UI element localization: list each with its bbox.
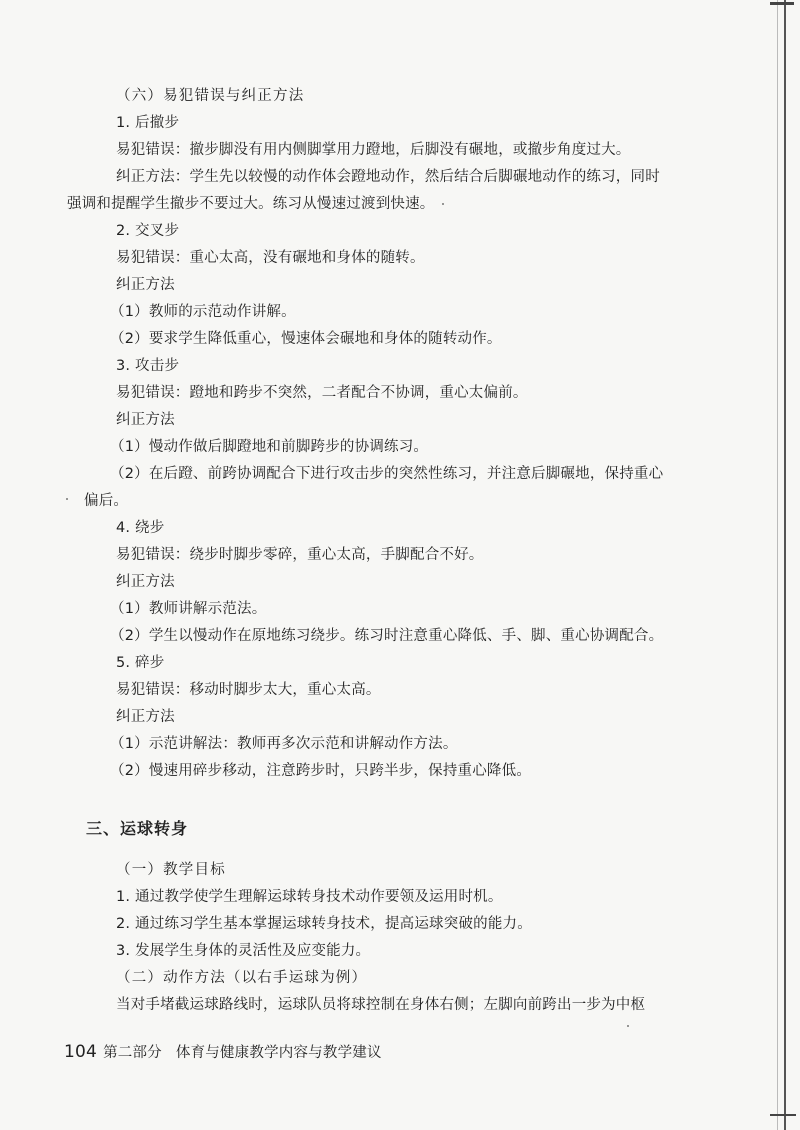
text-line: 2. 交叉步 [116,223,180,239]
text-line: 易犯错误：绕步时脚步零碎，重心太高，手脚配合不好。 [116,547,484,563]
text-line: 1. 通过教学使学生理解运球转身技术动作要领及运用时机。 [116,889,503,905]
text-line: （1）教师讲解示范法。 [110,601,267,617]
text-line: （2）要求学生降低重心，慢速体会碾地和身体的随转动作。 [110,331,502,347]
text-line: 易犯错误：蹬地和跨步不突然，二者配合不协调，重心太偏前。 [116,385,528,401]
text-line: （1）慢动作做后脚蹬地和前脚跨步的协调练习。 [110,439,429,455]
binding-edge-bottom-mark [770,1114,796,1116]
binding-edge-line [784,0,786,1130]
text-line: 4. 绕步 [116,520,165,536]
text-line: 易犯错误：移动时脚步太大，重心太高。 [116,682,381,698]
text-line: 纠正方法 [116,277,175,293]
binding-edge-top-mark [770,2,794,5]
text-line: （2）学生以慢动作在原地练习绕步。练习时注意重心降低、手、脚、重心协调配合。 [110,628,664,644]
subsection-heading: （二）动作方法（以右手运球为例） [116,970,368,986]
section-heading: 三、运球转身 [86,819,189,838]
text-line: （2）在后蹬、前跨协调配合下进行攻击步的突然性练习，并注意后脚碾地，保持重心 [110,466,664,482]
text-line: 强调和提醒学生撤步不要过大。练习从慢速过渡到快速。 [67,196,435,212]
subsection-heading: （六）易犯错误与纠正方法 [116,88,305,104]
text-line: （2）慢速用碎步移动，注意跨步时，只跨半步，保持重心降低。 [110,763,532,779]
footer-title: 体育与健康教学内容与教学建议 [175,1045,382,1061]
text-line: 2. 通过练习学生基本掌握运球转身技术，提高运球突破的能力。 [116,916,532,932]
text-line: 易犯错误：重心太高，没有碾地和身体的随转。 [116,250,425,266]
page-footer [64,1042,382,1063]
text-line: 3. 攻击步 [116,358,180,374]
scan-speck [627,1025,629,1027]
text-line: 易犯错误：撤步脚没有用内侧脚掌用力蹬地，后脚没有碾地，或撤步角度过大。 [116,142,631,158]
scan-speck [442,203,444,205]
text-line: 纠正方法 [116,574,175,590]
text-line: （1）示范讲解法：教师再多次示范和讲解动作方法。 [110,736,458,752]
text-line: 偏后。 [84,493,129,509]
page-number: 104 [64,1042,98,1062]
text-line: （1）教师的示范动作讲解。 [110,304,296,320]
text-line: 3. 发展学生身体的灵活性及应变能力。 [116,943,371,959]
text-line: 纠正方法：学生先以较慢的动作体会蹬地动作，然后结合后脚碾地动作的练习，同时 [116,169,660,185]
footer-part: 第二部分 [103,1045,162,1061]
text-line: 纠正方法 [116,709,175,725]
binding-edge-line-faint [777,0,778,1130]
text-line: 1. 后撤步 [116,115,180,131]
text-line: 5. 碎步 [116,655,165,671]
text-line: 当对手堵截运球路线时，运球队员将球控制在身体右侧；左脚向前跨出一步为中枢 [116,997,646,1013]
subsection-heading: （一）教学目标 [116,862,226,878]
text-line: 纠正方法 [116,412,175,428]
scan-speck [66,498,68,500]
